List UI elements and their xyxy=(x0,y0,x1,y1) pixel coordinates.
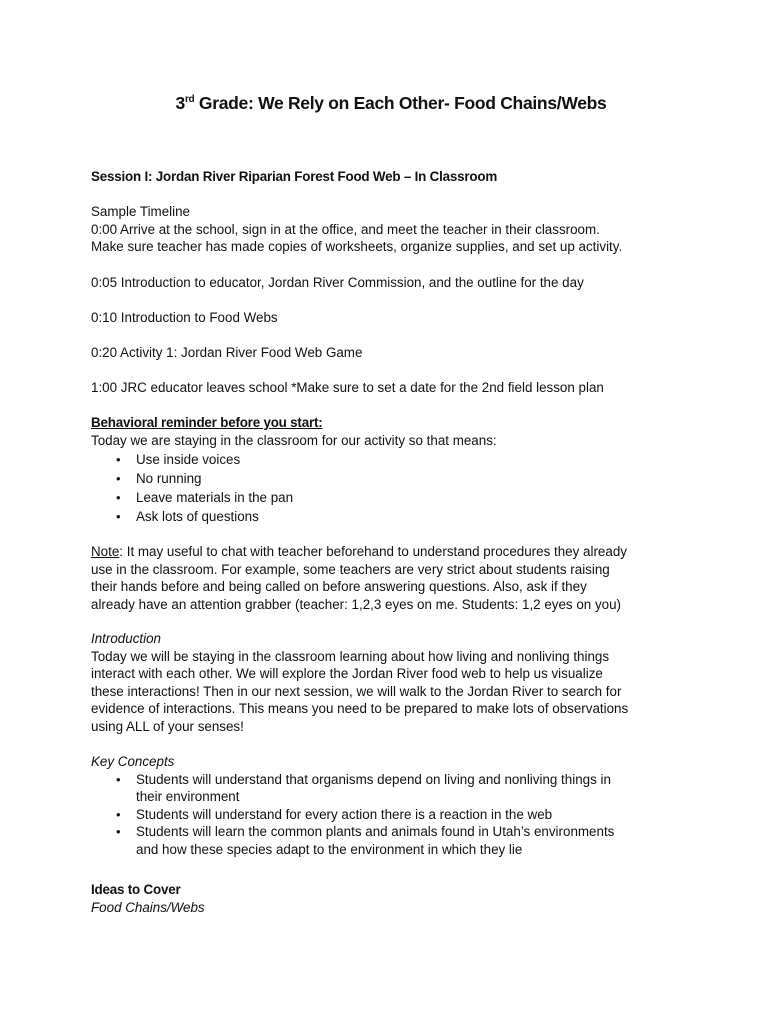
note-text: use in the classroom. For example, some teachers are very strict about students raising xyxy=(91,561,610,577)
list-item xyxy=(91,771,691,806)
ideas-subheading: Food Chains/Webs xyxy=(91,899,205,915)
list-item: • Use inside voices xyxy=(91,450,691,469)
page-title xyxy=(91,92,691,114)
list-item-text: • Students will understand that organisms depend on living and nonliving things in xyxy=(136,771,611,787)
introduction-text: these interactions! Then in our next session, we will walk to the Jordan River to search for xyxy=(91,683,622,699)
list-item-text: • Students will learn the common plants and animals found in Utah’s environments xyxy=(136,824,615,840)
timeline-item: 0:20 Activity 1: Jordan River Food Web Game xyxy=(91,345,363,360)
timeline-item: 0:10 Introduction to Food Webs xyxy=(91,310,278,325)
timeline-label: Sample Timeline xyxy=(91,204,190,219)
timeline-item: 0:05 Introduction to educator, Jordan River Commission, and the outline for the day xyxy=(91,275,584,290)
ideas-heading: Ideas to Cover xyxy=(91,882,181,897)
introduction-text: using ALL of your senses! xyxy=(91,718,244,734)
introduction-text: interact with each other. We will explore the Jordan River food web to help us visualize xyxy=(91,666,603,682)
timeline-section xyxy=(91,203,691,256)
behavior-section xyxy=(91,414,691,526)
note-text: their hands before and being called on before answering questions. Also, ask if they xyxy=(91,579,587,595)
list-item: • Leave materials in the pan xyxy=(91,488,691,507)
note-text: already have an attention grabber (teacher: 1,2,3 eyes on me. Students: 1,2 eyes on you) xyxy=(91,596,622,612)
key-concepts-heading: Key Concepts xyxy=(91,754,175,769)
list-item xyxy=(91,823,691,858)
introduction-section xyxy=(91,630,691,736)
note-section xyxy=(91,543,691,613)
title-rest: Grade: We Rely on Each Other- Food Chains/Webs xyxy=(194,93,607,113)
title-superscript: rd xyxy=(184,94,195,105)
timeline-item: 1:00 JRC educator leaves school *Make sure to set a date for the 2nd field lesson plan xyxy=(91,380,604,395)
list-item: • Ask lots of questions xyxy=(91,507,691,526)
timeline-line: 0:00 Arrive at the school, sign in at the office, and meet the teacher in their classroom. xyxy=(91,221,600,237)
behavior-intro: Today we are staying in the classroom for our activity so that means: xyxy=(91,432,497,448)
behavior-heading: Behavioral reminder before you start: xyxy=(91,415,323,430)
key-concepts-section xyxy=(91,753,691,859)
list-item-text: and how these species adapt to the environment in which they lie xyxy=(136,841,523,857)
title-lead: 3 xyxy=(175,93,185,113)
ideas-section xyxy=(91,881,691,916)
list-item-text: their environment xyxy=(136,789,240,805)
key-concepts-list xyxy=(91,771,691,859)
note-text: : It may useful to chat with teacher beforehand to understand procedures they already xyxy=(119,544,627,559)
timeline-line: Make sure teacher has made copies of worksheets, organize supplies, and set up activity. xyxy=(91,239,623,255)
introduction-text: Today we will be staying in the classroom learning about how living and nonliving things xyxy=(91,648,610,664)
note-label: Note xyxy=(91,544,120,559)
session-heading: Session I: Jordan River Riparian Forest Food Web – In Classroom xyxy=(91,169,498,184)
introduction-heading: Introduction xyxy=(91,631,161,646)
list-item: • No running xyxy=(91,469,691,488)
behavior-list xyxy=(91,450,691,526)
list-item xyxy=(91,806,691,824)
introduction-text: evidence of interactions. This means you need to be prepared to make lots of observations xyxy=(91,701,629,717)
list-item-text: • Students will understand for every action there is a reaction in the web xyxy=(136,806,553,822)
